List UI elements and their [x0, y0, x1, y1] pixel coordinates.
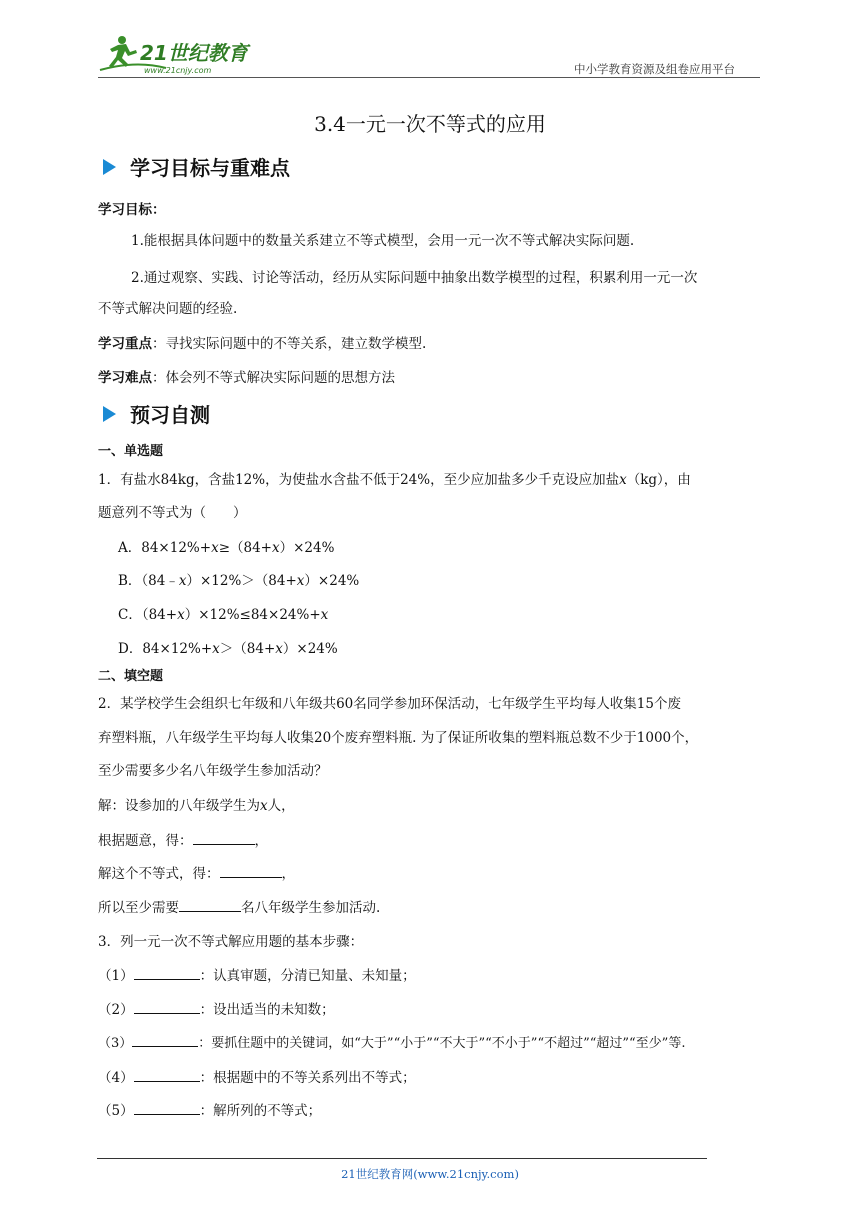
- section-heading-text: 预习自测: [130, 403, 210, 427]
- logo-url: www.21cnjy.com: [144, 66, 212, 75]
- goals-label: 学习目标：: [98, 202, 166, 218]
- answer-blank[interactable]: [220, 863, 282, 878]
- solution-line-2: 根据题意，得： ，: [98, 829, 268, 849]
- brand-logo: [96, 30, 256, 78]
- answer-blank[interactable]: [132, 1032, 198, 1047]
- option-c[interactable]: C．（84+x）×12%≤84×24%+x: [118, 607, 329, 623]
- solution-line-4: 所以至少需要 名八年级学生参加活动.: [98, 896, 380, 916]
- option-a[interactable]: A．84×12%+x≥（84+x）×24%: [118, 540, 335, 556]
- answer-blank[interactable]: [179, 897, 241, 912]
- question-2-line-1: 2．某学校学生会组织七年级和八年级共60名同学参加环保活动，七年级学生平均每人收集15个废: [98, 696, 681, 712]
- question-2-line-3: 至少需要多少名八年级学生参加活动？: [98, 763, 328, 779]
- goal-2-line-2: 不等式解决问题的经验.: [98, 301, 238, 317]
- key-point-label: 学习重点: [98, 336, 152, 352]
- page-title: 3.4一元一次不等式的应用: [314, 112, 546, 136]
- category-fill-blank: 二、填空题: [98, 669, 164, 684]
- triangle-bullet-icon: [103, 159, 116, 175]
- difficulty-label: 学习难点: [98, 370, 152, 386]
- question-2-line-2: 弃塑料瓶，八年级学生平均每人收集20个废弃塑料瓶. 为了保证所收集的塑料瓶总数不少于1000个，: [98, 730, 699, 746]
- goal-1: 1.能根据具体问题中的数量关系建立不等式模型，会用一元一次不等式解决实际问题.: [131, 233, 635, 249]
- category-single-choice: 一、单选题: [98, 444, 164, 459]
- answer-blank[interactable]: [134, 965, 200, 980]
- key-point-text: ：寻找实际问题中的不等关系，建立数学模型.: [152, 336, 427, 352]
- step-1: （1） ：认真审题，分清已知量、未知量；: [98, 964, 416, 984]
- header-divider: [98, 77, 760, 78]
- difficulty-point: [98, 366, 395, 386]
- section-heading-text: 学习目标与重难点: [130, 156, 290, 180]
- answer-blank[interactable]: [193, 830, 255, 845]
- answer-blank[interactable]: [134, 1100, 200, 1115]
- header-platform-text: 中小学教育资源及组卷应用平台: [574, 62, 735, 76]
- solution-line-3: 解这个不等式，得： ，: [98, 862, 295, 882]
- footer-divider: [97, 1158, 707, 1159]
- section-heading-goals: [103, 152, 290, 181]
- question-1-line-1: 1．有盐水84kg，含盐12%，为使盐水含盐不低于24%，至少应加盐多少千克设应加盐x（kg），由: [98, 472, 691, 488]
- step-3: （3） ：要抓住题中的关键词，如“大于”“小于”“不大于”“不小于”“不超过”“超过”“至少”等.: [98, 1032, 685, 1051]
- option-d[interactable]: D．84×12%+x＞（84+x）×24%: [118, 641, 338, 657]
- footer-link[interactable]: 21世纪教育网(www.21cnjy.com): [341, 1167, 519, 1181]
- step-5: （5） ：解所列的不等式；: [98, 1099, 321, 1119]
- answer-blank[interactable]: [134, 999, 200, 1014]
- logo-text: 21世纪教育: [140, 41, 248, 65]
- goal-2-line-1: 2.通过观察、实践、讨论等活动，经历从实际问题中抽象出数学模型的过程，积累利用一元一次: [131, 270, 698, 286]
- difficulty-text: ：体会列不等式解决实际问题的思想方法: [152, 370, 395, 386]
- question-3-line-1: 3．列一元一次不等式解应用题的基本步骤：: [98, 934, 364, 950]
- option-b[interactable]: B．（84﹣x）×12%＞（84+x）×24%: [118, 573, 360, 589]
- key-point: [98, 332, 426, 352]
- answer-blank[interactable]: [134, 1067, 200, 1082]
- question-1-line-2: 题意列不等式为（ ）: [98, 505, 247, 521]
- step-2: （2） ：设出适当的未知数；: [98, 998, 335, 1018]
- triangle-bullet-icon: [103, 406, 116, 422]
- step-4: （4） ：根据题中的不等关系列出不等式；: [98, 1066, 416, 1086]
- section-heading-preview: [103, 399, 210, 428]
- solution-line-1: 解：设参加的八年级学生为x人，: [98, 798, 295, 814]
